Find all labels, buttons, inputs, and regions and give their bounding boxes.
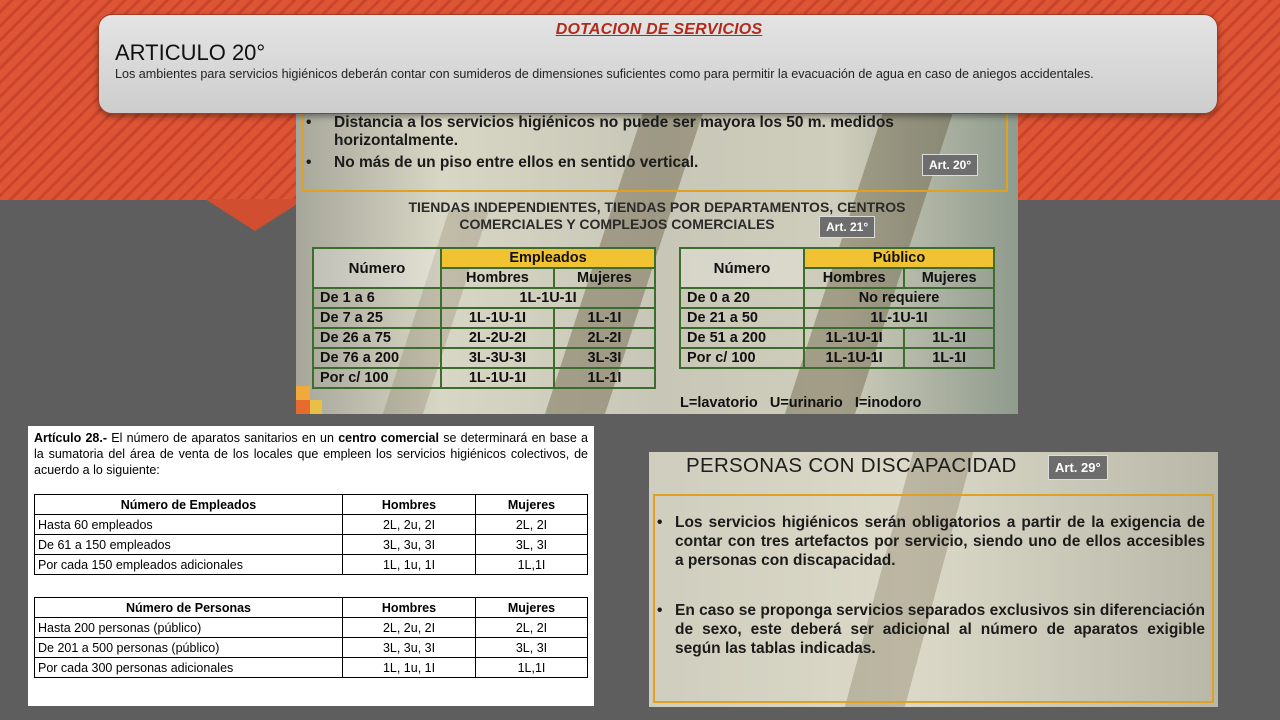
table-row: De 201 a 500 personas (público) 3L, 3u, 3I 3L, 3I [35, 638, 588, 658]
table-row: Por cada 300 personas adicionales 1L, 1u, 1I 1L,1I [35, 658, 588, 678]
bullet-item: • Los servicios higiénicos serán obligatorios a partir de la exigencia de contar con tres artefactos por servicio, siendo uno de ellos accesibles a personas con discapacidad. [657, 513, 1205, 570]
table-header-numero: Número [680, 248, 804, 288]
table-row: Hasta 60 empleados 2L, 2u, 2I 2L, 2I [35, 515, 588, 535]
header-card [98, 14, 1218, 114]
discapacidad-image [649, 452, 1218, 707]
table-header-mujeres: Mujeres [554, 268, 655, 288]
bullet-item: • Distancia a los servicios higiénicos no puede ser mayora los 50 m. medidos horizontalmente. [308, 114, 948, 150]
table-row: De 7 a 25 1L-1U-1I 1L-1I [313, 308, 655, 328]
table-row: Por cada 150 empleados adicionales 1L, 1u, 1I 1L,1I [35, 555, 588, 575]
decorative-square [296, 400, 310, 414]
table-row: Hasta 200 personas (público) 2L, 2u, 2I 2L, 2I [35, 618, 588, 638]
table-header-hombres: Hombres [804, 268, 904, 288]
table-header-publico: Público [804, 248, 994, 268]
table-header-empleados: Empleados [441, 248, 655, 268]
bullet-item: • No más de un piso entre ellos en sentido vertical. [308, 154, 908, 172]
publico-table [679, 247, 995, 369]
regulation-document [28, 426, 594, 706]
table-header-numero: Número [313, 248, 441, 288]
employees-fixture-table: Número de Empleados Hombres Mujeres Hasta 60 empleados 2L, 2u, 2I 2L, 2I De 61 a 150 empleados 3L, 3u, 3I 3L, 3I Por cada 150 empleados adicionales 1L, 1u, 1I 1L,1I [34, 494, 588, 575]
table-header-mujeres: Mujeres [904, 268, 994, 288]
decorative-square [296, 386, 310, 400]
table-row: De 51 a 200 1L-1U-1I 1L-1I [680, 328, 994, 348]
article-body: Los ambientes para servicios higiénicos deberán contar con sumideros de dimensiones suficientes como para permitir la evacuación de agua en caso de aniegos accidentales. [115, 67, 1094, 81]
table-row: De 21 a 50 1L-1U-1I [680, 308, 994, 328]
persons-fixture-table: Número de Personas Hombres Mujeres Hasta 200 personas (público) 2L, 2u, 2I 2L, 2I De 201 a 500 personas (público) 3L, 3u, 3I 3L, 3I Por cada 300 personas adicionales 1L, 1u, 1I 1L,1I [34, 597, 588, 678]
table-row: De 0 a 20 No requiere [680, 288, 994, 308]
article-badge: Art. 21° [819, 216, 875, 238]
abbreviation-legend: L=lavatorio U=urinario I=inodoro [680, 395, 922, 411]
table-row: De 26 a 75 2L-2U-2I 2L-2I [313, 328, 655, 348]
table-row: Por c/ 100 1L-1U-1I 1L-1I [680, 348, 994, 368]
section-title: DOTACION DE SERVICIOS [555, 21, 763, 38]
discapacidad-title: PERSONAS CON DISCAPACIDAD [686, 454, 1017, 477]
table-row: De 76 a 200 3L-3U-3I 3L-3I [313, 348, 655, 368]
tiendas-title-line1: TIENDAS INDEPENDIENTES, TIENDAS POR DEPARTAMENTOS, CENTROS [408, 199, 906, 215]
empleados-table [312, 247, 656, 389]
table-row: Por c/ 100 1L-1U-1I 1L-1I [313, 368, 655, 388]
article-badge: Art. 20° [922, 154, 978, 176]
table-header-hombres: Hombres [441, 268, 554, 288]
regulation-image-top [296, 100, 1018, 414]
article-title: ARTICULO 20° [115, 40, 266, 65]
bullet-item: • En caso se proponga servicios separados exclusivos sin diferenciación de sexo, este deberá ser adicional al número de aparatos exigible según las tablas indicadas. [657, 601, 1205, 658]
tiendas-title-line2: COMERCIALES Y COMPLEJOS COMERCIALES [459, 216, 775, 232]
table-row: De 61 a 150 empleados 3L, 3u, 3I 3L, 3I [35, 535, 588, 555]
banner-notch [205, 199, 305, 231]
article-28-intro: Artículo 28.- El número de aparatos sanitarios en un centro comercial se determinará en base a la sumatoria del área de venta de los locales que empleen los servicios higiénicos colectivos, de acuerdo a lo siguiente: [34, 431, 589, 477]
decorative-square [310, 400, 322, 414]
article-badge: Art. 29° [1048, 455, 1108, 480]
table-row: De 1 a 6 1L-1U-1I [313, 288, 655, 308]
